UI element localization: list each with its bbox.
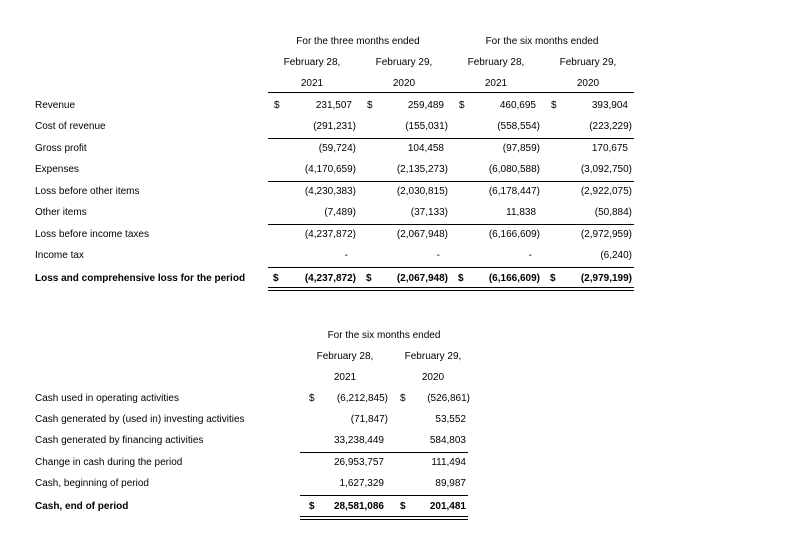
value-cell: (223,229) — [589, 121, 632, 132]
value-cell: 201,481 — [429, 501, 466, 512]
header-year: 2020 — [392, 78, 416, 89]
value-cell: 53,552 — [435, 414, 466, 425]
value-cell: 393,904 — [591, 100, 628, 111]
value-cell: (71,847) — [350, 414, 388, 425]
row-label: Change in cash during the period — [35, 457, 183, 468]
value-cell: (6,212,845) — [336, 393, 388, 404]
value-cell: - — [344, 250, 348, 261]
header-date: February 29, — [559, 57, 617, 68]
value-cell: (6,240) — [600, 250, 632, 261]
row-label: Loss before other items — [35, 186, 140, 197]
value-cell: 231,507 — [315, 100, 352, 111]
value-cell: (4,237,872) — [304, 273, 356, 284]
currency-symbol: $ — [550, 273, 556, 284]
value-cell: 33,238,449 — [333, 435, 384, 446]
value-cell: - — [436, 250, 440, 261]
value-cell: 259,489 — [407, 100, 444, 111]
value-cell: (4,237,872) — [304, 229, 356, 240]
row-label: Other items — [35, 207, 87, 218]
value-cell: (6,166,609) — [488, 229, 540, 240]
row-label: Expenses — [35, 164, 79, 175]
subtotal-rule — [268, 224, 634, 225]
header-year: 2021 — [484, 78, 508, 89]
value-cell: (291,231) — [313, 121, 356, 132]
value-cell: (59,724) — [318, 143, 356, 154]
header-year: 2021 — [333, 372, 357, 383]
value-cell: (50,884) — [594, 207, 632, 218]
value-cell: (7,489) — [324, 207, 356, 218]
header-year: 2020 — [421, 372, 445, 383]
value-cell: (97,859) — [502, 143, 540, 154]
row-label: Gross profit — [35, 143, 87, 154]
value-cell: 1,627,329 — [339, 478, 384, 489]
currency-symbol: $ — [400, 393, 406, 404]
currency-symbol: $ — [367, 100, 373, 111]
currency-symbol: $ — [274, 100, 280, 111]
header-year: 2020 — [576, 78, 600, 89]
row-label: Income tax — [35, 250, 84, 261]
subtotal-rule — [268, 267, 634, 268]
row-label: Loss and comprehensive loss for the period — [35, 273, 246, 284]
value-cell: 26,953,757 — [333, 457, 384, 468]
header-rule — [268, 92, 634, 93]
value-cell: - — [528, 250, 532, 261]
currency-symbol: $ — [366, 273, 372, 284]
currency-symbol: $ — [273, 273, 279, 284]
value-cell: 104,458 — [407, 143, 444, 154]
subtotal-rule — [268, 181, 634, 182]
total-double-rule — [300, 516, 468, 520]
currency-symbol: $ — [309, 393, 315, 404]
header-six-months: For the six months ended — [327, 330, 441, 341]
header-date: February 28, — [467, 57, 525, 68]
value-cell: (2,067,948) — [396, 229, 448, 240]
currency-symbol: $ — [551, 100, 557, 111]
currency-symbol: $ — [400, 501, 406, 512]
value-cell: (2,922,075) — [580, 186, 632, 197]
value-cell: (6,178,447) — [488, 186, 540, 197]
row-label: Cash, end of period — [35, 501, 129, 512]
subtotal-rule — [300, 452, 468, 453]
subtotal-rule — [268, 138, 634, 139]
row-label: Cash generated by financing activities — [35, 435, 204, 446]
value-cell: (558,554) — [497, 121, 540, 132]
header-three-months: For the three months ended — [296, 36, 420, 47]
value-cell: 11,838 — [506, 207, 536, 218]
header-year: 2021 — [300, 78, 324, 89]
header-date: February 28, — [316, 351, 374, 362]
value-cell: (2,979,199) — [580, 273, 632, 284]
currency-symbol: $ — [459, 100, 465, 111]
value-cell: (155,031) — [405, 121, 448, 132]
row-label: Revenue — [35, 100, 76, 111]
value-cell: (4,170,659) — [304, 164, 356, 175]
value-cell: (526,861) — [427, 393, 470, 404]
row-label: Cash, beginning of period — [35, 478, 149, 489]
header-date: February 28, — [283, 57, 341, 68]
value-cell: (4,230,383) — [304, 186, 356, 197]
value-cell: (3,092,750) — [580, 164, 632, 175]
currency-symbol: $ — [309, 501, 315, 512]
value-cell: (37,133) — [410, 207, 448, 218]
header-date: February 29, — [375, 57, 433, 68]
value-cell: 170,675 — [591, 143, 628, 154]
row-label: Loss before income taxes — [35, 229, 149, 240]
value-cell: 111,494 — [431, 457, 466, 468]
header-date: February 29, — [404, 351, 462, 362]
value-cell: (2,972,959) — [580, 229, 632, 240]
row-label: Cash used in operating activities — [35, 393, 179, 404]
row-label: Cash generated by (used in) investing activities — [35, 414, 245, 425]
total-double-rule — [268, 287, 634, 291]
row-label: Cost of revenue — [35, 121, 106, 132]
header-six-months: For the six months ended — [485, 36, 599, 47]
currency-symbol: $ — [458, 273, 464, 284]
subtotal-rule — [300, 495, 468, 496]
value-cell: (6,080,588) — [488, 164, 540, 175]
value-cell: (6,166,609) — [488, 273, 540, 284]
value-cell: 89,987 — [435, 478, 466, 489]
value-cell: 28,581,086 — [333, 501, 384, 512]
value-cell: (2,030,815) — [396, 186, 448, 197]
value-cell: 460,695 — [499, 100, 536, 111]
value-cell: (2,135,273) — [396, 164, 448, 175]
value-cell: 584,803 — [429, 435, 466, 446]
value-cell: (2,067,948) — [396, 273, 448, 284]
